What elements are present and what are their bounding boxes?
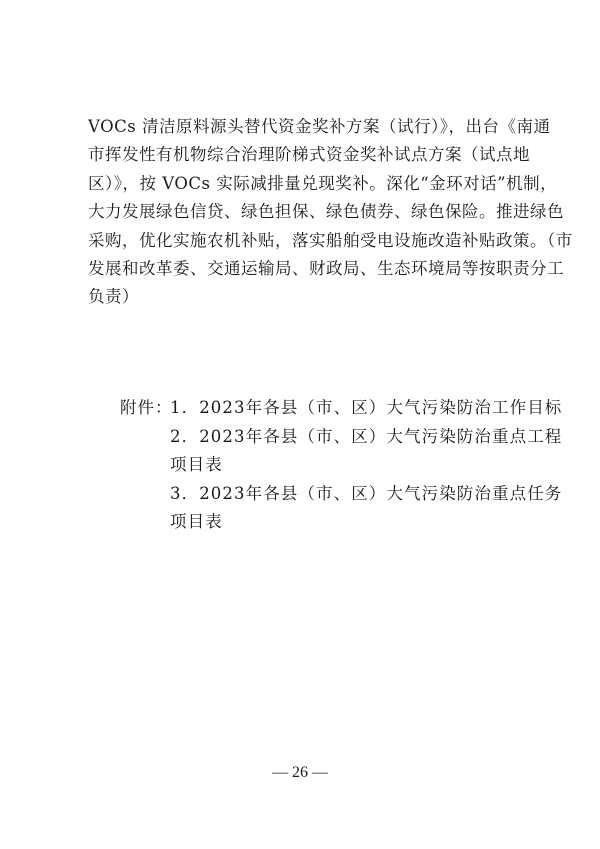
indent-spacer [120, 480, 170, 509]
attachment-item-2 [120, 423, 563, 452]
indent-spacer [120, 451, 170, 480]
attachment-title-continued: 项目表 [170, 512, 223, 532]
paragraph-line: 采购，优化实施农机补贴，落实船舶受电设施改造补贴政策。（市 [88, 230, 573, 250]
attachments-label: 附件： [120, 398, 173, 417]
attachments-list [120, 394, 563, 537]
attachment-item-2-continued [120, 451, 530, 480]
indent-spacer [120, 423, 170, 452]
attachment-title: 3．2023年各县（市、区）大气污染防治重点任务 [170, 483, 563, 503]
body-paragraph [88, 113, 573, 312]
paragraph-line: 区）》，按 VOCs 实际减排量兑现奖补。深化“金环对话”机制， [88, 173, 558, 193]
indent-spacer [120, 508, 170, 537]
attachment-title: 1．2023年各县（市、区）大气污染防治工作目标 [170, 398, 563, 417]
attachment-item-1 [120, 394, 563, 423]
attachment-title-continued: 项目表 [170, 455, 223, 475]
paragraph-line: 发展和改革委、交通运输局、财政局、生态环境局等按职责分工 [88, 258, 564, 278]
paragraph-line: VOCs 清洁原料源头替代资金奖补方案（试行）》，出台《南通 [88, 117, 551, 136]
paragraph-line: 大力发展绿色信贷、绿色担保、绿色债券、绿色保险。推进绿色 [88, 202, 564, 222]
attachment-item-3-continued [120, 508, 530, 537]
attachment-title: 2．2023年各县（市、区）大气污染防治重点工程 [170, 426, 563, 446]
paragraph-line: 市挥发性有机物综合治理阶梯式资金奖补试点方案（试点地 [88, 145, 530, 165]
page-number: — 26 — [272, 764, 328, 781]
paragraph-line: 负责） [88, 287, 139, 307]
attachment-item-3 [120, 480, 563, 509]
